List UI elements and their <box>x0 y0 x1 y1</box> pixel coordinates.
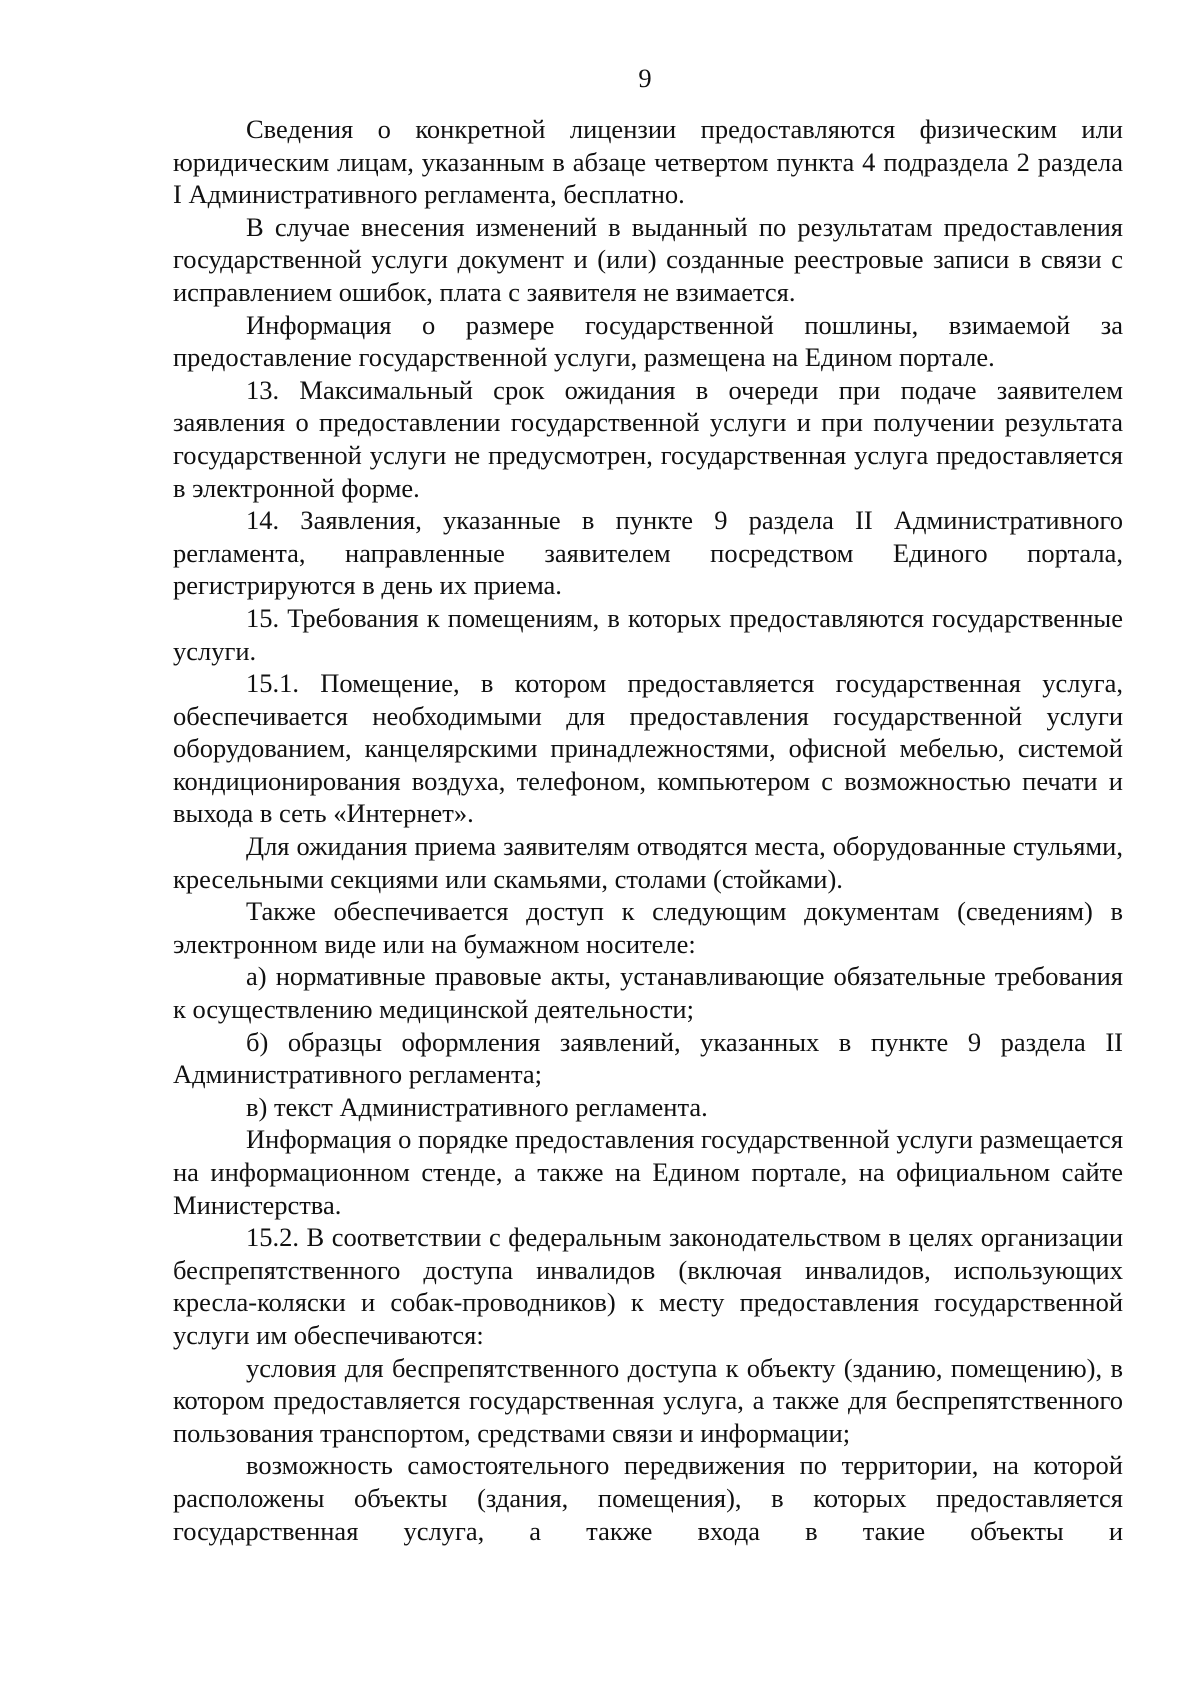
page-number: 9 <box>638 63 652 93</box>
paragraph: Информация о порядке предоставления государственной услуги размещается на информационном стенде, а также на Едином портале, на официальном сайте Министерства. <box>173 1124 1124 1220</box>
paragraph: Сведения о конкретной лицензии предоставляются физическим или юридическим лицам, указанным в абзаце четвертом пункта 4 подраздела 2 раздела I Административного регламента, бесплатно. <box>173 114 1123 210</box>
paragraph: 15. Требования к помещениям, в которых предоставляются государственные услуги. <box>173 602 1123 666</box>
paragraph: 15.2. В соответствии с федеральным законодательством в целях организации беспрепятственного доступа инвалидов (включая инвалидов, использующих кресла-коляски и собак-проводников) к месту предоставления государственной услуги им обеспечиваются: <box>173 1222 1123 1350</box>
paragraph: б) образцы оформления заявлений, указанных в пункте 9 раздела II Административного регламента; <box>173 1026 1123 1090</box>
paragraph: условия для беспрепятственного доступа к объекту (зданию, помещению), в котором предоставляется государственная услуга, а также для беспрепятственного пользования транспортом, средствами связи и информации; <box>173 1352 1123 1448</box>
paragraph: 14. Заявления, указанные в пункте 9 раздела II Административного регламента, направленные заявителем посредством Единого портала, регистрируются в день их приема. <box>173 505 1123 601</box>
paragraph: возможность самостоятельного передвижения по территории, на которой расположены объекты (здания, помещения), в которых предоставляется государственная услуга, а также входа в такие объекты и <box>173 1450 1123 1546</box>
paragraph: а) нормативные правовые акты, устанавливающие обязательные требования к осуществлению медицинской деятельности; <box>173 961 1123 1025</box>
document-body <box>173 113 1123 1547</box>
paragraph: Также обеспечивается доступ к следующим документам (сведениям) в электронном виде или на бумажном носителе: <box>173 896 1123 959</box>
paragraph: В случае внесения изменений в выданный по результатам предоставления государственной услуги документ и (или) созданные реестровые записи в связи с исправлением ошибок, плата с заявителя не взимается. <box>173 211 1123 307</box>
paragraph: в) текст Административного регламента. <box>246 1091 708 1122</box>
paragraph: 13. Максимальный срок ожидания в очереди при подаче заявителем заявления о предоставлении государственной услуги и при получении результата государственной услуги не предусмотрен, государственная услуга предоставляется в электронной форме. <box>173 374 1123 503</box>
paragraph: Для ожидания приема заявителям отводятся места, оборудованные стульями, кресельными секциями или скамьями, столами (стойками). <box>173 831 1123 894</box>
paragraph: 15.1. Помещение, в котором предоставляется государственная услуга, обеспечивается необходимыми для предоставления государственной услуги оборудованием, канцелярскими принадлежностями, офисной мебелью, системой кондиционирования воздуха, телефоном, компьютером с возможностью печати и выхода в сеть «Интернет». <box>173 668 1123 829</box>
paragraph: Информация о размере государственной пошлины, взимаемой за предоставление государственной услуги, размещена на Едином портале. <box>173 309 1123 373</box>
